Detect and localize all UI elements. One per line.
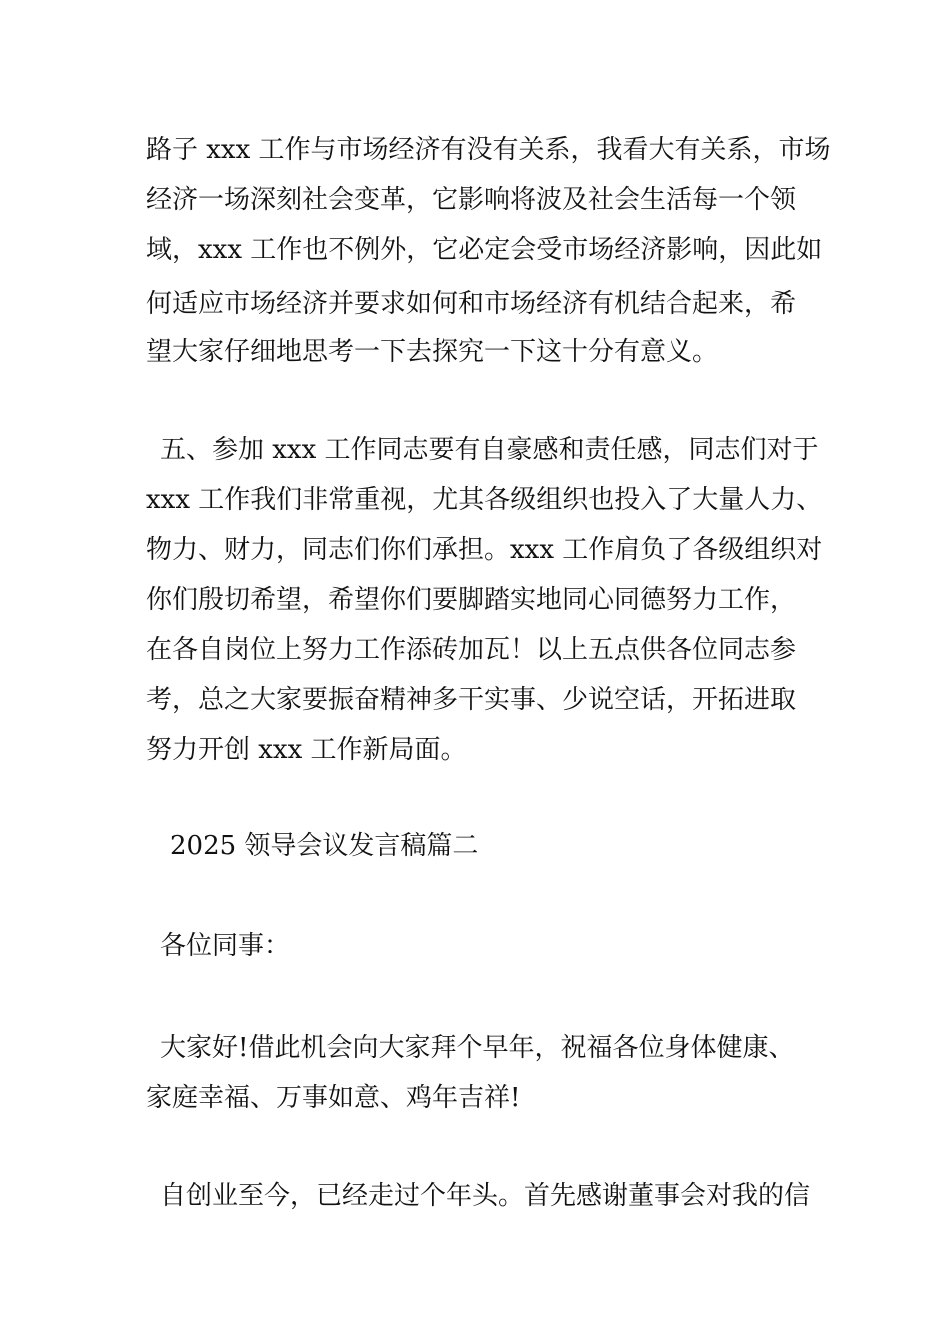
section-heading: 2025 领导会议发言稿篇二 [170, 831, 479, 861]
paragraph-1-line-5: 望大家仔细地思考一下去探究一下这十分有意义。 [146, 337, 719, 367]
paragraph-1-line-4: 何适应市场经济并要求如何和市场经济有机结合起来，希 [146, 289, 797, 319]
paragraph-4-line-1: 自创业至今，已经走过个年头。首先感谢董事会对我的信 [160, 1181, 811, 1211]
paragraph-2-line-3: 物力、财力，同志们你们承担。xxx 工作肩负了各级组织对 [146, 535, 823, 565]
paragraph-3-line-1: 大家好!借此机会向大家拜个早年，祝福各位身体健康、 [160, 1033, 795, 1063]
paragraph-1-line-2: 经济一场深刻社会变革，它影响将波及社会生活每一个领 [146, 185, 797, 215]
paragraph-3-line-2: 家庭幸福、万事如意、鸡年吉祥! [146, 1083, 521, 1113]
salutation: 各位同事： [160, 931, 291, 961]
paragraph-1-line-3: 域，xxx 工作也不例外，它必定会受市场经济影响，因此如 [146, 235, 823, 265]
paragraph-2-line-6: 考，总之大家要振奋精神多干实事、少说空话，开拓进取 [146, 685, 797, 715]
paragraph-2-line-5: 在各自岗位上努力工作添砖加瓦！以上五点供各位同志参 [146, 635, 797, 665]
paragraph-2-line-7: 努力开创 xxx 工作新局面。 [146, 735, 467, 765]
paragraph-2-line-1: 五、参加 xxx 工作同志要有自豪感和责任感，同志们对于 [160, 435, 819, 465]
paragraph-2-line-4: 你们殷切希望，希望你们要脚踏实地同心同德努力工作， [146, 585, 797, 615]
paragraph-2-line-2: xxx 工作我们非常重视，尤其各级组织也投入了大量人力、 [146, 485, 823, 515]
paragraph-1-line-1: 路子 xxx 工作与市场经济有没有关系，我看大有关系，市场 [146, 135, 831, 165]
